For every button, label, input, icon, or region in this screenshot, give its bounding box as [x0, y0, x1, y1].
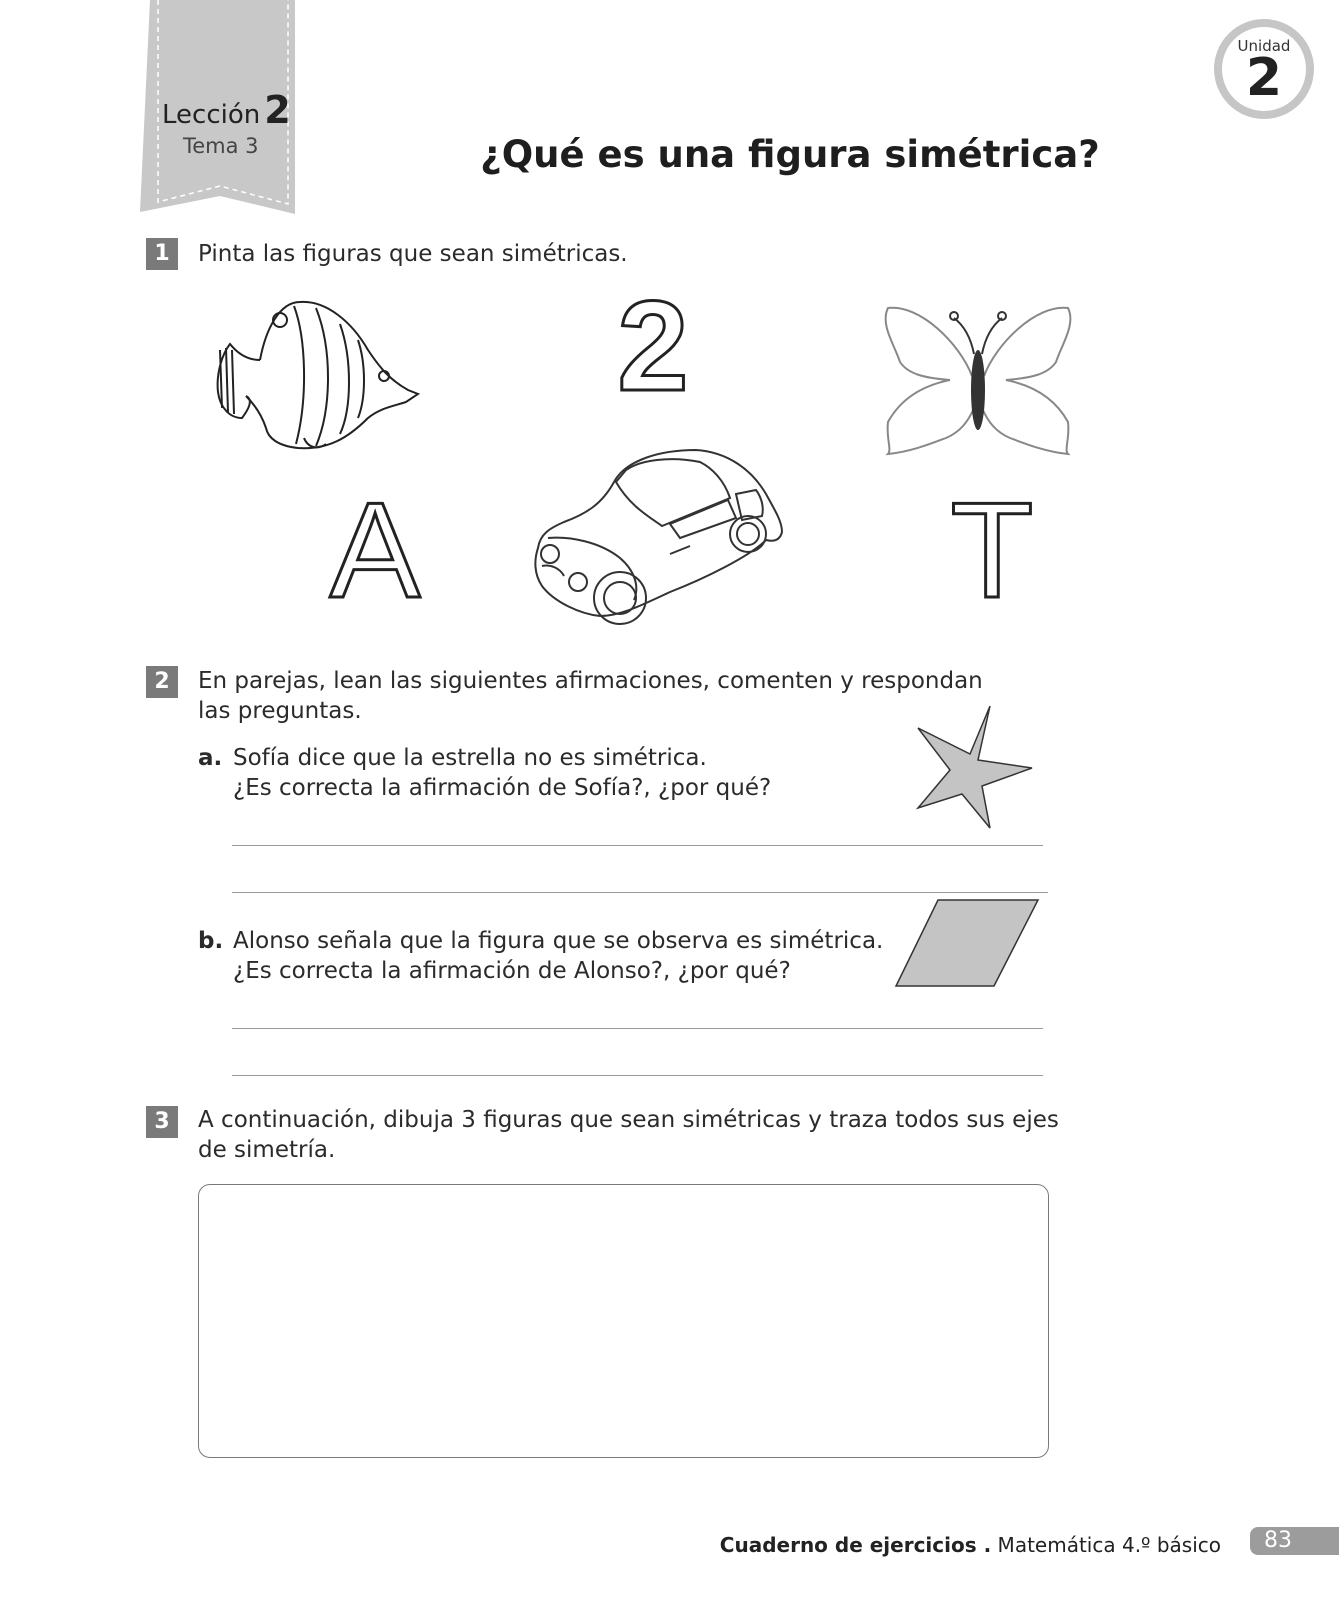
- page-number: 83: [1250, 1527, 1339, 1555]
- lesson-word: Lección: [162, 100, 261, 130]
- exercise-3-instruction-line-1: A continuación, dibuja 3 figuras que sean simétricas y traza todos sus ejes: [198, 1107, 1059, 1133]
- sub-question-b-line-1: Alonso señala que la figura que se observa es simétrica.: [233, 928, 884, 954]
- star-shape: [912, 700, 1038, 832]
- answer-line-b-2[interactable]: [232, 1075, 1043, 1076]
- unit-label: Unidad: [1237, 37, 1291, 55]
- exercise-3-instruction-line-2: de simetría.: [198, 1137, 336, 1163]
- exercise-2-number: 2: [146, 666, 178, 698]
- sub-question-b-line-2: ¿Es correcta la afirmación de Alonso?, ¿por qué?: [233, 958, 791, 984]
- letter-a-glyph: A: [329, 492, 421, 604]
- exercise-3-number: 3: [146, 1106, 178, 1138]
- outlined-letter-a: [325, 492, 425, 604]
- outlined-letter-t: [950, 492, 1034, 604]
- exercise-2-instruction-line-2: las preguntas.: [198, 698, 362, 724]
- sub-question-a-line-1: Sofía dice que la estrella no es simétrica.: [233, 745, 707, 771]
- sub-question-b-marker: b.: [198, 928, 224, 954]
- lesson-number: 2: [264, 88, 291, 132]
- unit-number: 2: [1245, 48, 1283, 108]
- page-title: ¿Qué es una figura simétrica?: [480, 133, 1100, 176]
- letter-t-glyph: T: [950, 492, 1034, 604]
- answer-line-b-1[interactable]: [232, 1028, 1043, 1029]
- answer-line-a-2[interactable]: [232, 892, 1048, 893]
- footer-text: [720, 1533, 1221, 1557]
- footer-subject: Matemática 4.º básico: [991, 1533, 1221, 1557]
- butterfly-drawing: [880, 304, 1076, 460]
- exercise-1-number: 1: [146, 238, 178, 270]
- parallelogram-shape: [894, 898, 1042, 990]
- number-two-glyph: 2: [617, 282, 689, 402]
- car-drawing: [530, 446, 790, 632]
- outlined-number-two: [608, 282, 698, 402]
- answer-line-a-1[interactable]: [232, 845, 1043, 846]
- topic-label: Tema 3: [183, 134, 259, 158]
- fish-drawing: [208, 298, 422, 458]
- exercise-1-instruction: Pinta las figuras que sean simétricas.: [198, 241, 628, 267]
- exercise-2-instruction-line-1: En parejas, lean las siguientes afirmaciones, comenten y respondan: [198, 668, 983, 694]
- lesson-label: [162, 88, 291, 132]
- sub-question-a-line-2: ¿Es correcta la afirmación de Sofía?, ¿por qué?: [233, 775, 772, 801]
- drawing-area[interactable]: [198, 1184, 1049, 1458]
- footer-book: Cuaderno de ejercicios .: [719, 1533, 992, 1557]
- sub-question-a-marker: a.: [198, 745, 223, 771]
